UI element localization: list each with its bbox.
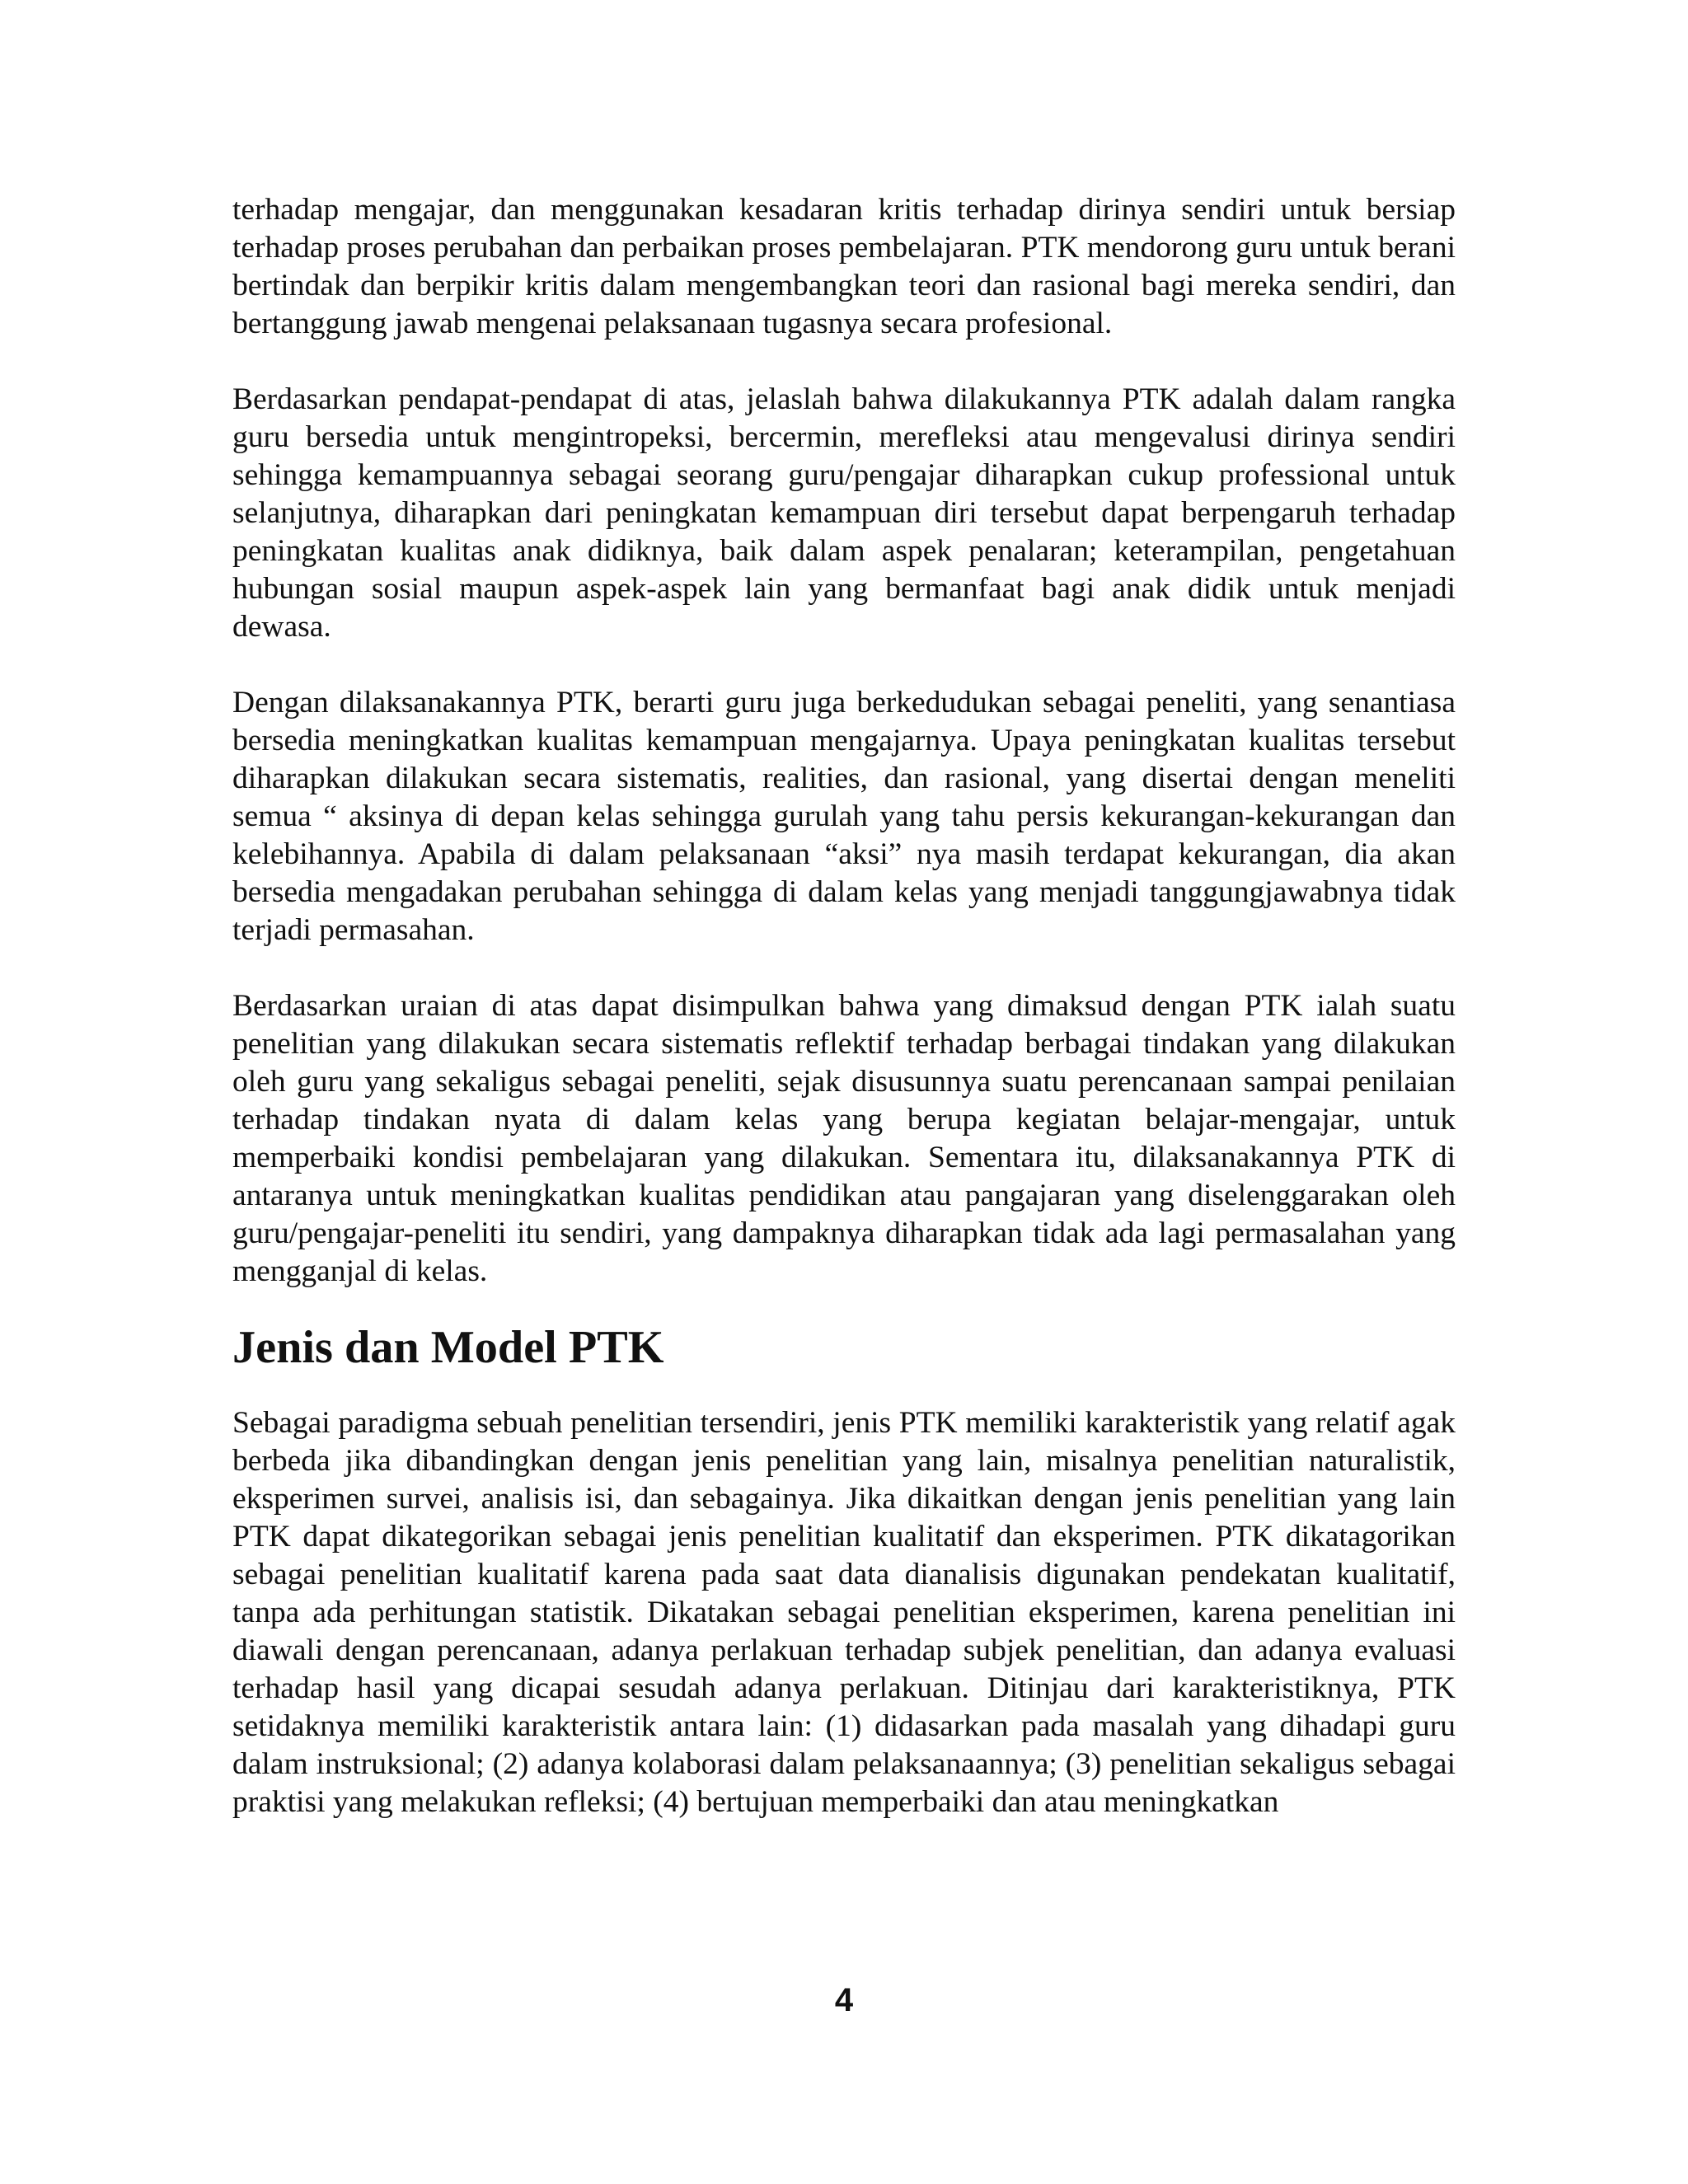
paragraph: Berdasarkan uraian di atas dapat disimpulkan bahwa yang dimaksud dengan PTK ialah suatu penelitian yang dilakukan secara sistematis reflektif terhadap berbagai tindakan yang dilakukan oleh guru yang sekaligus sebagai peneliti, sejak disusunnya suatu perencanaan sampai penilaian terhadap tindakan nyata di dalam kelas yang berupa kegiatan belajar-mengajar, untuk memperbaiki kondisi pembelajaran yang dilakukan. Sementara itu, dilaksanakannya PTK di antaranya untuk meningkatkan kualitas pendidikan atau pangajaran yang diselenggarakan oleh guru/pengajar-peneliti itu sendiri, yang dampaknya diharapkan tidak ada lagi permasalahan yang mengganjal di kelas. bbox=[232, 989, 1456, 1288]
paragraph: terhadap mengajar, dan menggunakan kesadaran kritis terhadap dirinya sendiri untuk bersiap terhadap proses perubahan dan perbaikan proses pembelajaran. PTK mendorong guru untuk berani bertindak dan berpikir kritis dalam mengembangkan teori dan rasional bagi mereka sendiri, dan bertanggung jawab mengenai pelaksanaan tugasnya secara profesional. bbox=[232, 193, 1456, 340]
document-page bbox=[232, 191, 1456, 1859]
section-heading: Jenis dan Model PTK bbox=[232, 1322, 664, 1373]
paragraph: Dengan dilaksanakannya PTK, berarti guru juga berkedudukan sebagai peneliti, yang senantiasa bersedia meningkatkan kualitas kemampuan mengajarnya. Upaya peningkatan kualitas tersebut diharapkan dilakukan secara sistematis, realities, dan rasional, yang disertai dengan meneliti semua “ aksinya di depan kelas sehingga gurulah yang tahu persis kekurangan-kekurangan dan kelebihannya. Apabila di dalam pelaksanaan “aksi” nya masih terdapat kekurangan, dia akan bersedia mengadakan perubahan sehingga di dalam kelas yang menjadi tanggungjawabnya tidak terjadi permasahan. bbox=[232, 686, 1456, 947]
page-number: 4 bbox=[834, 1982, 854, 2018]
paragraph: Berdasarkan pendapat-pendapat di atas, jelaslah bahwa dilakukannya PTK adalah dalam rangka guru bersedia untuk mengintropeksi, bercermin, merefleksi atau mengevalusi dirinya sendiri sehingga kemampuannya sebagai seorang guru/pengajar diharapkan cukup professional untuk selanjutnya, diharapkan dari peningkatan kemampuan diri tersebut dapat berpengaruh terhadap peningkatan kualitas anak didiknya, baik dalam aspek penalaran; keterampilan, pengetahuan hubungan sosial maupun aspek-aspek lain yang bermanfaat bagi anak didik untuk menjadi dewasa. bbox=[232, 382, 1456, 644]
paragraph: Sebagai paradigma sebuah penelitian tersendiri, jenis PTK memiliki karakteristik yang relatif agak berbeda jika dibandingkan dengan jenis penelitian yang lain, misalnya penelitian naturalistik, eksperimen survei, analisis isi, dan sebagainya. Jika dikaitkan dengan jenis penelitian yang lain PTK dapat dikategorikan sebagai jenis penelitian kualitatif dan eksperimen. PTK dikatagorikan sebagai penelitian kualitatif karena pada saat data dianalisis digunakan pendekatan kualitatif, tanpa ada perhitungan statistik. Dikatakan sebagai penelitian eksperimen, karena penelitian ini diawali dengan perencanaan, adanya perlakuan terhadap subjek penelitian, dan adanya evaluasi terhadap hasil yang dicapai sesudah adanya perlakuan. Ditinjau dari karakteristiknya, PTK setidaknya memiliki karakteristik antara lain: (1) didasarkan pada masalah yang dihadapi guru dalam instruksional; (2) adanya kolaborasi dalam pelaksanaannya; (3) penelitian sekaligus sebagai praktisi yang melakukan refleksi; (4) bertujuan memperbaiki dan atau meningkatkan bbox=[232, 1406, 1456, 1819]
